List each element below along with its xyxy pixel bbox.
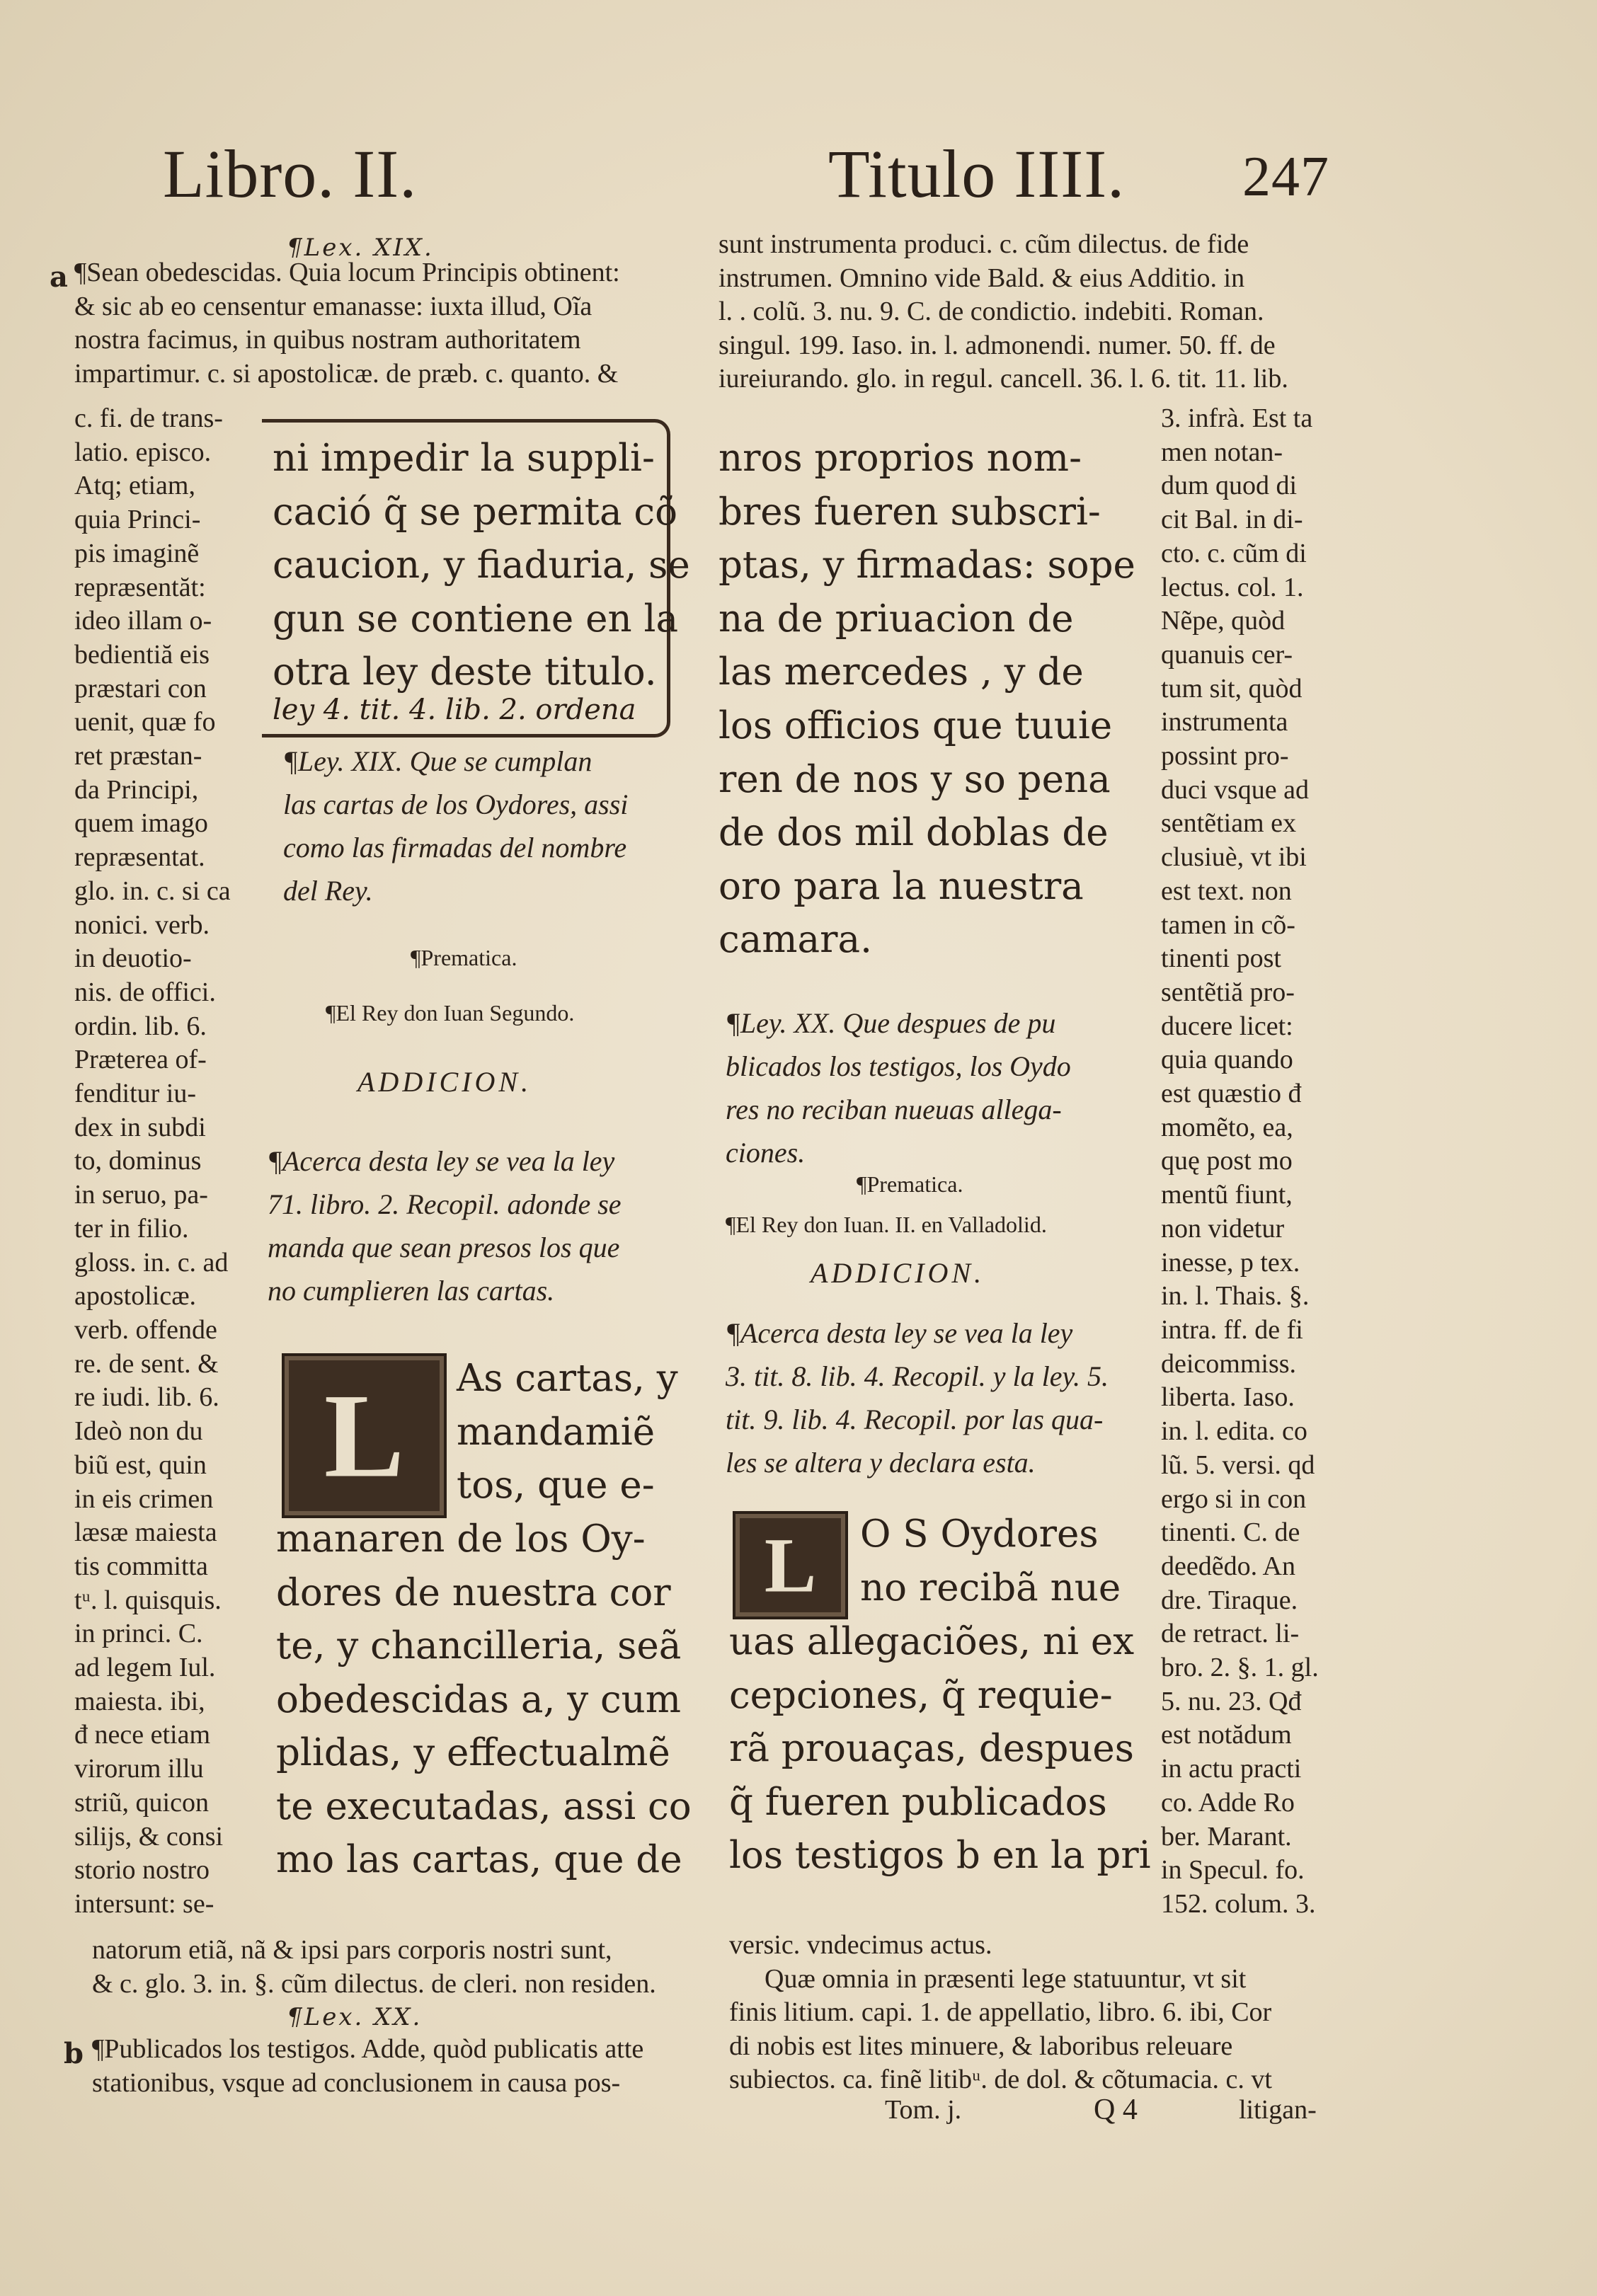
text-line: manaren de los Oy-	[276, 1517, 646, 1561]
margin-line: possint pro-	[1161, 741, 1289, 771]
margin-line: repræsentat.	[74, 842, 205, 873]
margin-line: re. de sent. &	[74, 1348, 219, 1379]
rey-label: ¶El Rey don Iuan. II. en Valladolid.	[726, 1212, 1047, 1237]
margin-line: quę post mo	[1161, 1146, 1293, 1176]
text-line: ¶Ley. XX. Que despues de pu	[726, 1007, 1056, 1039]
margin-line: bro. 2. §. 1. gl.	[1161, 1653, 1319, 1683]
margin-line: cto. c. cũm di	[1161, 538, 1307, 568]
initial-letter: L	[764, 1522, 817, 1608]
text-line: tit. 9. lib. 4. Recopil. por las qua-	[726, 1404, 1104, 1435]
margin-line: est text. non	[1161, 876, 1292, 906]
margin-line: 3. infrà. Est ta	[1161, 403, 1313, 433]
margin-line: Atq; etiam,	[74, 471, 195, 501]
text-line: les se altera y declara esta.	[726, 1447, 1036, 1479]
footer-volume: Tom. j.	[885, 2095, 962, 2125]
margin-line: ordin. lib. 6.	[74, 1011, 207, 1041]
text-line: bres fueren subscri-	[719, 490, 1101, 534]
margin-line: est quæstio đ	[1161, 1079, 1302, 1109]
text-line: cació q̃ se permita cõ	[273, 490, 678, 534]
margin-line: mentũ fiunt,	[1161, 1180, 1293, 1210]
text-line: oro para la nuestra	[719, 864, 1084, 908]
margin-line: verb. offende	[74, 1314, 217, 1345]
gloss-line: stationibus, vsque ad conclusionem in causa pos-	[92, 2067, 621, 2098]
text-line: blicados los testigos, los Oydo	[726, 1050, 1071, 1082]
text-line: res no reciban nueuas allega-	[726, 1094, 1062, 1125]
gloss-line: sunt instrumenta produci. c. cũm dilectus. de fide	[719, 229, 1249, 259]
gloss-bottom-left	[92, 1934, 656, 2001]
text-line: obedescidas a, y cum	[276, 1677, 682, 1721]
note-b-marker: b	[64, 2037, 84, 2070]
margin-line: biũ est, quin	[74, 1450, 207, 1480]
text-line: plidas, y effectualmẽ	[276, 1731, 670, 1774]
margin-line: striũ, quicon	[74, 1787, 209, 1818]
text-line: mo las cartas, que de	[276, 1838, 682, 1881]
margin-line: in Specul. fo.	[1161, 1855, 1305, 1885]
margin-line: storio nostro	[74, 1855, 210, 1885]
margin-line: Præterea of-	[74, 1045, 207, 1075]
ley-xx-summary	[726, 1001, 1071, 1174]
text-line: como las firmadas del nombre	[283, 832, 627, 863]
text-line: tos, que e-	[457, 1464, 655, 1507]
margin-line: 152. colum. 3.	[1161, 1888, 1316, 1919]
text-line: ren de nos y so pena	[719, 757, 1111, 801]
margin-line: intersunt: se-	[74, 1888, 214, 1919]
margin-line: quia Princi-	[74, 505, 201, 535]
gloss-line: versic. vndecimus actus.	[729, 1930, 992, 1960]
gloss-line: di nobis est lites minuere, & laboribus releuare	[729, 2031, 1233, 2061]
margin-line: in eis crimen	[74, 1483, 214, 1514]
margin-line: ducere licet:	[1161, 1011, 1293, 1041]
margin-line: gloss. in. c. ad	[74, 1247, 229, 1278]
catchword: litigan-	[1239, 2095, 1317, 2125]
margin-line: tamen in cõ-	[1161, 909, 1295, 940]
running-head-title: Titulo IIII.	[828, 136, 1126, 212]
text-line: gun se contiene en la	[273, 597, 679, 641]
margin-line: ter in filio.	[74, 1213, 189, 1244]
margin-line: tinenti post	[1161, 943, 1281, 974]
gloss-line: instrumen. Omnino vide Bald. & eius Additio. in	[719, 263, 1245, 293]
margin-line: duci vsque ad	[1161, 774, 1309, 805]
text-line: 71. libro. 2. Recopil. adonde se	[268, 1188, 622, 1220]
margin-line: in seruo, pa-	[74, 1180, 208, 1210]
gloss-line: & sic ab eo censentur emanasse: iuxta illud, Oĩa	[74, 291, 593, 321]
margin-line: đ nece etiam	[74, 1720, 211, 1750]
margin-line: tis committa	[74, 1551, 208, 1581]
margin-line: Nẽpe, quòd	[1161, 606, 1286, 636]
margin-line: momẽto, ea,	[1161, 1112, 1293, 1142]
text-line: de dos mil doblas de	[719, 811, 1109, 855]
margin-line: glo. in. c. si ca	[74, 876, 231, 906]
text-line: caucion, y fiaduria, se	[273, 544, 690, 587]
margin-line: ideo illam o-	[74, 606, 212, 636]
margin-line: silijs, & consi	[74, 1821, 224, 1852]
text-line: ni impedir la suppli-	[273, 437, 655, 480]
gloss-b	[92, 2033, 643, 2100]
text-line: As cartas, y	[457, 1357, 678, 1400]
margin-line: liberta. Iaso.	[1161, 1382, 1295, 1413]
law-text-right	[729, 1615, 1151, 1883]
margin-line: co. Adde Ro	[1161, 1787, 1295, 1818]
margin-gloss-right	[1161, 402, 1319, 1922]
margin-line: in princi. C.	[74, 1619, 203, 1649]
prematica-label: ¶Prematica.	[411, 945, 517, 970]
margin-line: lũ. 5. versi. qd	[1161, 1450, 1315, 1480]
margin-line: da Principi,	[74, 774, 199, 805]
text-line: te executadas, assi co	[276, 1784, 692, 1828]
gloss-line: impartimur. c. si apostolicæ. de præb. c. quanto. &	[74, 358, 619, 389]
margin-line: in actu practi	[1161, 1754, 1302, 1784]
note-a-marker: a	[50, 260, 68, 294]
text-line: O S Oydores	[860, 1513, 1099, 1556]
text-line: ciones.	[726, 1137, 806, 1169]
margin-line: dum quod di	[1161, 471, 1298, 501]
margin-line: tinenti. C. de	[1161, 1517, 1300, 1548]
text-line: uas allegaciões, ni ex	[729, 1620, 1135, 1663]
margin-line: dex in subdi	[74, 1112, 206, 1142]
text-line: cepciones, q̃ requie-	[729, 1673, 1113, 1717]
addicion-heading: ADDICION.	[811, 1257, 985, 1289]
gloss-line: & c. glo. 3. in. §. cũm dilectus. de cleri. non residen.	[92, 1968, 656, 1999]
text-line: na de priuacion de	[719, 597, 1074, 641]
margin-line: fenditur iu-	[74, 1079, 197, 1109]
margin-line: præstari con	[74, 673, 207, 704]
margin-line: cit Bal. in di-	[1161, 505, 1303, 535]
text-line: ptas, y firmadas: sope	[719, 544, 1135, 587]
margin-line: deicommiss.	[1161, 1348, 1297, 1379]
margin-line: Ideò non du	[74, 1416, 203, 1447]
gloss-line: Quæ omnia in præsenti lege statuuntur, vt sit	[765, 1963, 1247, 1994]
gloss-line: l. . colũ. 3. nu. 9. C. de condictio. indebiti. Roman.	[719, 297, 1264, 327]
text-line: las cartas de los Oydores, assi	[283, 788, 629, 820]
gloss-line: ¶Publicados los testigos. Adde, quòd publicatis atte	[92, 2034, 644, 2064]
law-text-left	[276, 1513, 692, 1887]
decorated-initial	[733, 1511, 848, 1619]
running-head-book: Libro. II.	[163, 136, 418, 212]
margin-line: quem imago	[74, 808, 208, 839]
handwritten-passage	[273, 432, 690, 699]
margin-line: ret præstan-	[74, 741, 202, 771]
handwritten-note: ley 4. tit. 4. lib. 2. ordena	[273, 694, 636, 726]
signature-mark: Q 4	[1094, 2094, 1138, 2126]
law-text-top-right	[719, 432, 1135, 967]
text-line: los testigos b en la pri	[729, 1834, 1151, 1878]
margin-line: in deuotio-	[74, 943, 192, 974]
margin-line: clusiuè, vt ibi	[1161, 842, 1307, 873]
page-number: 247	[1242, 146, 1329, 208]
margin-line: deedẽdo. An	[1161, 1551, 1295, 1581]
margin-line: ad legem Iul.	[74, 1653, 216, 1683]
text-line: 3. tit. 8. lib. 4. Recopil. y la ley. 5.	[726, 1360, 1109, 1392]
margin-line: quia quando	[1161, 1045, 1293, 1075]
margin-line: dre. Tiraque.	[1161, 1585, 1298, 1615]
text-line: rã prouaças, despues	[729, 1727, 1134, 1771]
text-line: camara.	[719, 918, 872, 962]
margin-line: instrumenta	[1161, 707, 1288, 737]
margin-line: ergo si in con	[1161, 1483, 1307, 1514]
margin-line: est notădum	[1161, 1720, 1292, 1750]
margin-line: maiesta. ibi,	[74, 1686, 205, 1716]
gloss-line: singul. 199. Iaso. in. l. admonendi. numer. 50. ff. de	[719, 330, 1276, 360]
margin-line: repræsentăt:	[74, 572, 206, 602]
law-text-opening	[860, 1508, 1121, 1614]
text-line: te, y chancilleria, seã	[276, 1624, 682, 1668]
gloss-line: subiectos. ca. finẽ litibᵘ. de dol. & cõtumacia. c. vt	[729, 2065, 1272, 2095]
gloss-line: iureiurando. glo. in regul. cancell. 36. l. 6. tit. 11. lib.	[719, 364, 1288, 394]
rey-label: ¶El Rey don Iuan Segundo.	[326, 1000, 575, 1026]
text-line: manda que sean presos los que	[268, 1232, 620, 1263]
lex-xix-heading: ¶Lex. XIX.	[287, 234, 434, 262]
margin-line: lectus. col. 1.	[1161, 572, 1304, 602]
margin-line: re iudi. lib. 6.	[74, 1382, 219, 1413]
margin-line: sentẽtiam ex	[1161, 808, 1296, 839]
margin-line: nis. de offici.	[74, 977, 216, 1007]
margin-line: pis imaginẽ	[74, 538, 200, 568]
gloss-top-left	[74, 256, 620, 391]
law-text-opening	[457, 1352, 678, 1513]
margin-line: virorum illu	[74, 1754, 204, 1784]
margin-line: quanuis cer-	[1161, 639, 1293, 670]
margin-line: to, dominus	[74, 1146, 202, 1176]
margin-line: 5. nu. 23. Qđ	[1161, 1686, 1302, 1716]
margin-line: non videtur	[1161, 1213, 1285, 1244]
margin-line: bedientiă eis	[74, 639, 210, 670]
margin-line: latio. episco.	[74, 437, 212, 467]
margin-line: inesse, p tex.	[1161, 1247, 1300, 1278]
decorated-initial	[282, 1353, 447, 1518]
gloss-top-right	[719, 228, 1288, 396]
gloss-line: natorum etiã, nã & ipsi pars corporis nostri sunt,	[92, 1935, 612, 1965]
addicion-text	[726, 1311, 1109, 1484]
margin-line: c. fi. de trans-	[74, 403, 223, 433]
margin-gloss-left	[74, 402, 231, 1922]
gloss-line: nostra facimus, in quibus nostram authoritatem	[74, 325, 581, 355]
prematica-label: ¶Prematica.	[857, 1171, 963, 1197]
margin-line: nonici. verb.	[74, 909, 210, 940]
gloss-line: finis litium. capi. 1. de appellatio, libro. 6. ibi, Cor	[729, 1997, 1272, 2028]
margin-line: tum sit, quòd	[1161, 673, 1303, 704]
gloss-bottom-right	[729, 1929, 1272, 2097]
margin-line: uenit, quæ fo	[74, 707, 216, 737]
margin-line: tᵘ. l. quisquis.	[74, 1585, 222, 1615]
ley-xix-summary	[283, 740, 628, 912]
text-line: del Rey.	[283, 875, 373, 907]
lex-xx-heading: ¶Lex. XX.	[287, 2003, 423, 2031]
text-line: nros proprios nom-	[719, 437, 1082, 480]
text-line: no cumplieren las cartas.	[268, 1275, 555, 1307]
margin-line: intra. ff. de fi	[1161, 1314, 1303, 1345]
margin-line: in. l. edita. co	[1161, 1416, 1307, 1447]
margin-line: læsæ maiesta	[74, 1517, 217, 1548]
gloss-line: ¶Sean obedescidas. Quia locum Principis obtinent:	[74, 258, 620, 287]
margin-line: de retract. li-	[1161, 1619, 1300, 1649]
text-line: ¶Ley. XIX. Que se cumplan	[283, 745, 593, 777]
margin-line: sentẽtiă pro-	[1161, 977, 1295, 1007]
margin-line: men notan-	[1161, 437, 1283, 467]
text-line: q̃ fueren publicados	[729, 1780, 1107, 1824]
text-line: no recibã nue	[860, 1566, 1121, 1609]
initial-letter: L	[324, 1369, 405, 1502]
text-line: las mercedes , y de	[719, 650, 1084, 694]
text-line: los officios que tuuie	[719, 704, 1113, 747]
addicion-heading: ADDICION.	[357, 1066, 532, 1098]
text-line: otra ley deste titulo.	[273, 650, 657, 694]
addicion-text	[268, 1140, 622, 1312]
text-line: ¶Acerca desta ley se vea la ley	[268, 1145, 615, 1177]
text-line: mandamiẽ	[457, 1410, 656, 1454]
text-line: dores de nuestra cor	[276, 1571, 671, 1614]
margin-line: apostolicæ.	[74, 1281, 197, 1311]
text-line: ¶Acerca desta ley se vea la ley	[726, 1317, 1073, 1349]
margin-line: in. l. Thais. §.	[1161, 1281, 1310, 1311]
margin-line: ber. Marant.	[1161, 1821, 1292, 1852]
